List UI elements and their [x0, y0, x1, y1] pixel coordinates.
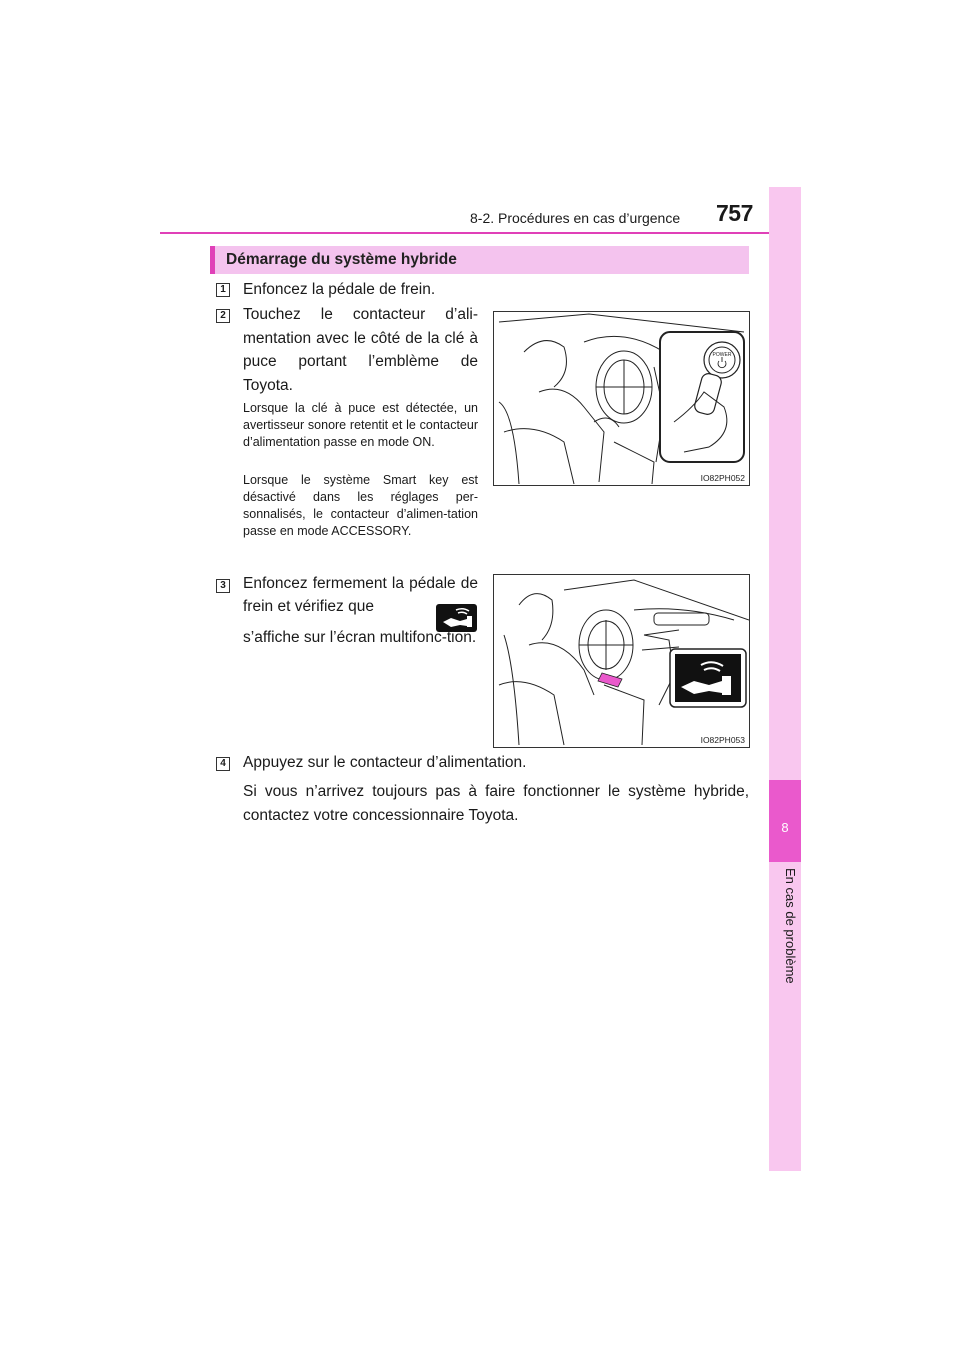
figure-power-switch [493, 311, 750, 486]
figure-2-id: IO82PH053 [700, 735, 745, 745]
header-rule [160, 232, 800, 234]
chapter-number: 8 [781, 820, 789, 835]
step-badge-4: 4 [216, 757, 230, 771]
step-3-text-after: s’affiche sur l’écran multifonc-tion. [243, 629, 477, 646]
step-2-note-1: Lorsque la clé à puce est détectée, un avertisseur sonore retentit et le contacteur d’alimentation passe en mode ON. [243, 401, 478, 449]
figure-multi-display [493, 574, 750, 748]
section-title: 8-2. Procédures en cas d’urgence [470, 210, 681, 226]
closing-paragraph: Si vous n’arrivez toujours pas à faire fonctionner le système hybride, contactez votre concessionnaire Toyota. [243, 783, 749, 824]
page-number: 757 [716, 200, 753, 226]
step-2-note-2: Lorsque le système Smart key est désactivé dans les réglages per-sonnalisés, le contacteur d’alimen-tation passe en mode ACCESSORY. [243, 473, 478, 538]
step-badge-1: 1 [216, 283, 230, 297]
power-label: POWER [712, 352, 732, 358]
step-badge-2: 2 [216, 309, 230, 323]
section-heading [210, 246, 749, 274]
power-switch-illustration [494, 312, 749, 485]
step-3-text-before: Enfoncez fermement la pédale de frein et vérifiez que [243, 575, 478, 615]
section-heading-text: Démarrage du système hybride [226, 251, 457, 268]
chapter-label: En cas de problème [783, 868, 798, 984]
side-tab [769, 187, 801, 1171]
figure-1-id: IO82PH052 [700, 473, 745, 483]
step-badge-3: 3 [216, 579, 230, 593]
step-4-text: Appuyez sur le contacteur d’alimentation. [243, 754, 527, 771]
step-2-text: Touchez le contacteur d’ali-mentation avec le côté de la clé à puce portant l’emblème de Toyota. [243, 306, 478, 394]
multi-display-illustration [494, 575, 749, 747]
step-1-text: Enfoncez la pédale de frein. [243, 281, 436, 298]
